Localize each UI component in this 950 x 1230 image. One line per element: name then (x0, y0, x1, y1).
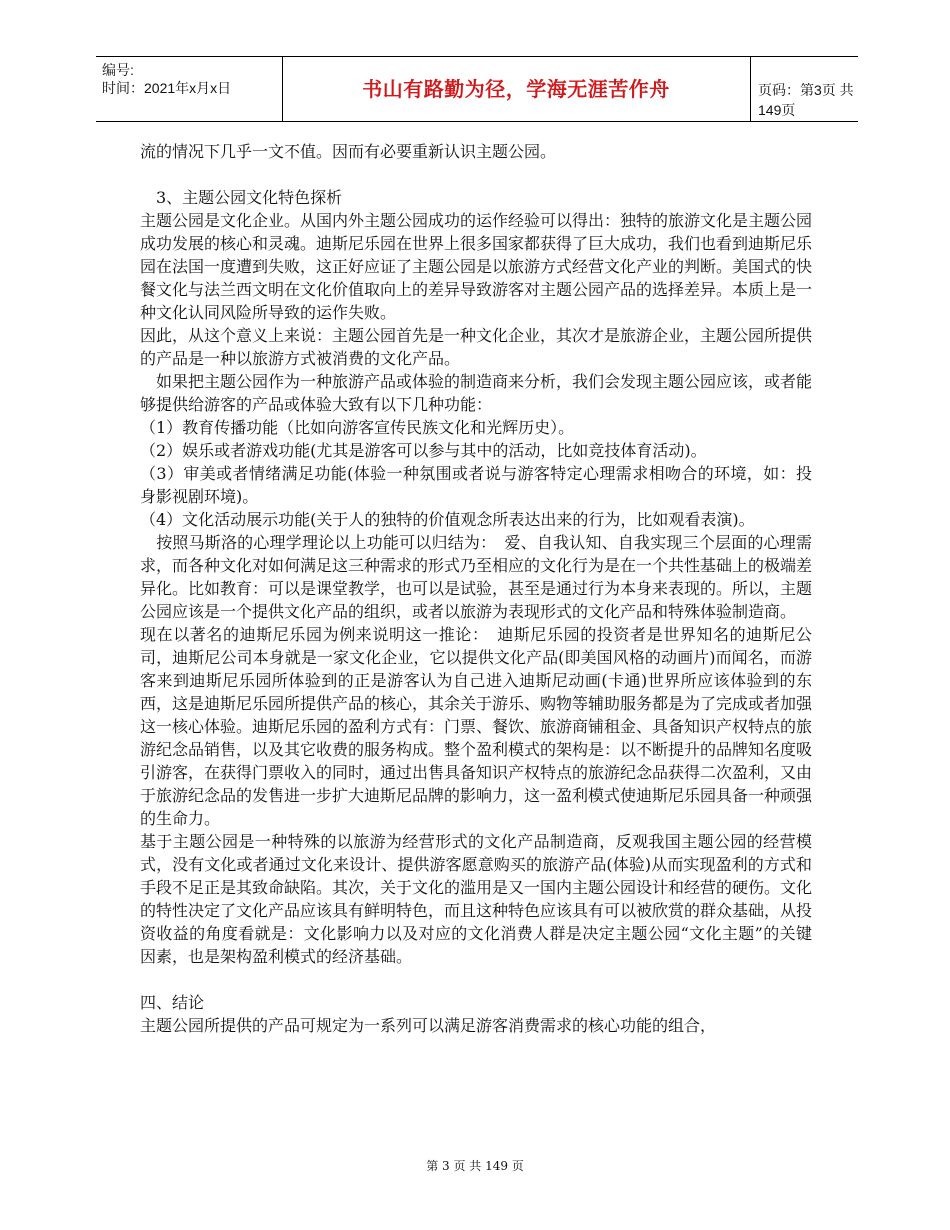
paragraph: 按照马斯洛的心理学理论以上功能可以归结为： 爱、自我认知、自我实现三个层面的心理需求，而各种文化对如何满足这三种需求的形式乃至相应的文化行为是在一个共性基础上的极端差异化。比如教育：可以是课堂教学，也可以是试验，甚至是通过行为本身来表现的。所以，主题公园应该是一个提供文化产品的组织，或者以旅游为表现形式的文化产品和特殊体验制造商。 (140, 533, 813, 621)
list-item: （3）审美或者情绪满足功能(体验一种氛围或者说与游客特定心理需求相吻合的环境，如：投身影视剧环境)。 (140, 464, 812, 506)
document-number-label: 编号: (102, 62, 134, 78)
header-divider-left (282, 57, 283, 121)
list-item: （2）娱乐或者游戏功能(尤其是游客可以参与其中的活动，比如竞技体育活动)。 (140, 441, 707, 460)
list-item: （1）教育传播功能（比如向游客宣传民族文化和光辉历史）。 (140, 418, 575, 437)
paragraph-gap (140, 163, 812, 186)
paragraph: 现在以著名的迪斯尼乐园为例来说明这一推论： 迪斯尼乐园的投资者是世界知名的迪斯尼公司，迪斯尼公司本身就是一家文化企业，它以提供文化产品(即美国风格的动画片)而闻名，而游客来到迪斯尼乐园所体验到的正是游客认为自己进入迪斯尼动画(卡通)世界所应该体验到的东西，这是迪斯尼乐园所提供产品的核心，其余关于游乐、购物等辅助服务都是为了完成或者加强这一核心体验。迪斯尼乐园的盈利方式有：门票、餐饮、旅游商铺租金、具备知识产权特点的旅游纪念品销售，以及其它收费的服务构成。整个盈利模式的架构是：以不断提升的品牌知名度吸引游客，在获得门票收入的同时，通过出售具备知识产权特点的旅游纪念品获得二次盈利，又由于旅游纪念品的发售进一步扩大迪斯尼品牌的影响力，这一盈利模式使迪斯尼乐园具备一种顽强的生命力。 (140, 625, 813, 828)
paragraph: 主题公园所提供的产品可规定为一系列可以满足游客消费需求的核心功能的组合， (140, 1016, 717, 1035)
list-item: （4）文化活动展示功能(关于人的独特的价值观念所表达出来的行为，比如观看表演)。 (140, 510, 755, 529)
section-heading: 四、结论 (140, 993, 205, 1012)
paragraph: 因此，从这个意义上来说：主题公园首先是一种文化企业，其次才是旅游企业，主题公园所提供的产品是一种以旅游方式被消费的文化产品。 (140, 326, 813, 368)
header-page-info: 页码：第3页 共149页 (758, 82, 854, 118)
header-motto: 书山有路勤为径，学海无涯苦作舟 (362, 77, 670, 101)
document-time-label: 时间：2021年x月x日 (102, 80, 232, 96)
page-footer: 第 3 页 共 149 页 (426, 1159, 524, 1173)
header-divider-right (750, 57, 751, 121)
paragraph-gap (140, 968, 812, 991)
paragraph: 基于主题公园是一种特殊的以旅游为经营形式的文化产品制造商，反观我国主题公园的经营模式，没有文化或者通过文化来设计、提供游客愿意购买的旅游产品(体验)从而实现盈利的方式和手段不足正是其致命缺陷。其次，关于文化的滥用是又一国内主题公园设计和经营的硬伤。文化的特性决定了文化产品应该具有鲜明特色，而且这种特色应该具有可以被欣赏的群众基础，从投资收益的角度看就是：文化影响力以及对应的文化消费人群是决定主题公园“文化主题”的关键因素，也是架构盈利模式的经济基础。 (140, 832, 813, 966)
paragraph: 主题公园是文化企业。从国内外主题公园成功的运作经验可以得出：独特的旅游文化是主题公园成功发展的核心和灵魂。迪斯尼乐园在世界上很多国家都获得了巨大成功，我们也看到迪斯尼乐园在法国一度遭到失败，这正好应证了主题公园是以旅游方式经营文化产业的判断。美国式的快餐文化与法兰西文明在文化价值取向上的差异导致游客对主题公园产品的选择差异。本质上是一种文化认同风险所导致的运作失败。 (140, 211, 813, 322)
document-body (140, 140, 812, 1037)
section-heading: 3、主题公园文化特色探析 (140, 188, 343, 207)
page-header (96, 56, 858, 122)
paragraph: 如果把主题公园作为一种旅游产品或体验的制造商来分析，我们会发现主题公园应该，或者能够提供给游客的产品或体验大致有以下几种功能： (140, 372, 813, 414)
header-meta (102, 61, 231, 97)
paragraph: 流的情况下几乎一文不值。因而有必要重新认识主题公园。 (140, 142, 557, 161)
